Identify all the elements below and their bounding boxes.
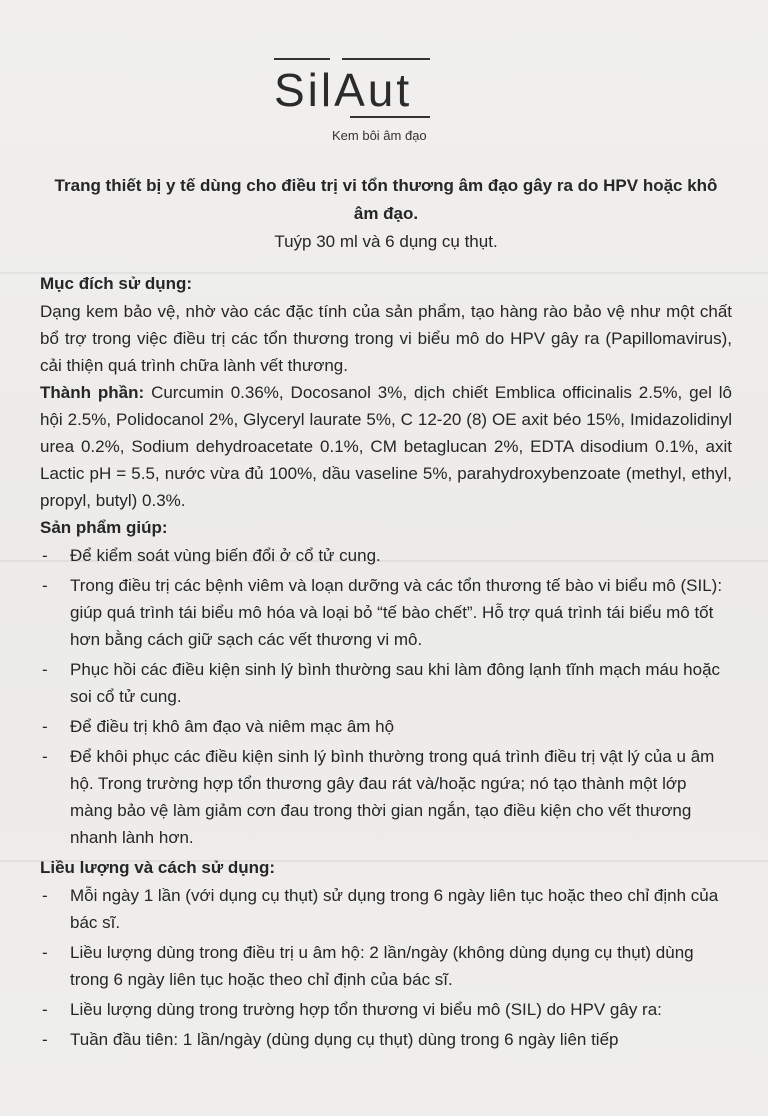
benefits-list	[40, 542, 732, 851]
list-item: - Tuần đầu tiên: 1 lần/ngày (dùng dụng cụ thụt) dùng trong 6 ngày liên tiếp	[42, 1030, 619, 1049]
dosage-list	[40, 882, 732, 1053]
logo-bar	[342, 58, 430, 60]
list-item: - Phục hồi các điều kiện sinh lý bình thường sau khi làm đông lạnh tĩnh mạch máu hoặc soi cổ tử cung.	[42, 660, 721, 706]
benefits-heading: Sản phẩm giúp:	[40, 518, 168, 537]
ingredients-text: Curcumin 0.36%, Docosanol 3%, dịch chiết Emblica officinalis 2.5%, gel lô hội 2.5%, Polidocanol 2%, Glyceryl laurate 5%, C 12-20 (8) OE axit béo 15%, Imidazolidinyl urea 0.2%, Sodium dehydroacetate 0.1%, CM betaglucan 2%, EDTA disodium 0.1%, axit Lactic pH = 5.5, nước vừa đủ 100%, dầu vaseline 5%, parahydroxybenzoate (methyl, ethyl, propyl, butyl) 0.3%.	[40, 383, 732, 510]
list-item: - Mỗi ngày 1 lần (với dụng cụ thụt) sử dụng trong 6 ngày liên tục hoặc theo chỉ định của bác sĩ.	[42, 886, 719, 932]
list-item: - Để khôi phục các điều kiện sinh lý bình thường trong quá trình điều trị vật lý của u âm hộ. Trong trường hợp tổn thương gây đau rát và/hoặc ngứa; nó tạo thành một lớp màng bảo vệ làm giảm cơn đau trong thời gian ngắn, tạo điều kiện cho vết thương nhanh lành hơn.	[42, 747, 715, 847]
leaflet-content	[40, 172, 732, 1056]
ingredients-paragraph	[40, 379, 732, 514]
list-item: - Để kiểm soát vùng biến đổi ở cổ tử cung.	[42, 546, 381, 565]
brand-name: SilAut	[274, 64, 413, 116]
ingredients-label: Thành phần:	[40, 383, 145, 402]
brand-tagline: Kem bôi âm đạo	[332, 128, 427, 143]
list-item: - Để điều trị khô âm đạo và niêm mạc âm hộ	[42, 717, 395, 736]
dosage-heading: Liều lượng và cách sử dụng:	[40, 858, 276, 877]
logo-bar	[350, 116, 430, 118]
list-item: - Liều lượng dùng trong trường hợp tổn thương vi biểu mô (SIL) do HPV gây ra:	[42, 1000, 662, 1019]
list-item: - Liều lượng dùng trong điều trị u âm hộ: 2 lần/ngày (không dùng dụng cụ thụt) dùng trong 6 ngày liên tục hoặc theo chỉ định của bác sĩ.	[42, 943, 694, 989]
logo-bar	[274, 58, 330, 60]
document-title: Trang thiết bị y tế dùng cho điều trị vi tổn thương âm đạo gây ra do HPV hoặc khô âm đạo.	[54, 176, 718, 223]
purpose-heading: Mục đích sử dụng:	[40, 274, 193, 293]
document-subtitle: Tuýp 30 ml và 6 dụng cụ thụt.	[274, 232, 498, 251]
brand-logo	[274, 58, 434, 158]
purpose-text: Dạng kem bảo vệ, nhờ vào các đặc tính của sản phẩm, tạo hàng rào bảo vệ như một chất bổ trợ trong việc điều trị các tổn thương trong vi biểu mô do HPV gây ra (Papillomavirus), cải thiện quá trình chữa lành vết thương.	[40, 302, 732, 375]
list-item: - Trong điều trị các bệnh viêm và loạn dưỡng và các tổn thương tế bào vi biểu mô (SIL): giúp quá trình tái biểu mô hóa và loại bỏ “tế bào chết”. Hỗ trợ quá trình tái biểu mô tốt hơn bằng cách giữ sạch các vết thương vi mô.	[42, 576, 723, 649]
